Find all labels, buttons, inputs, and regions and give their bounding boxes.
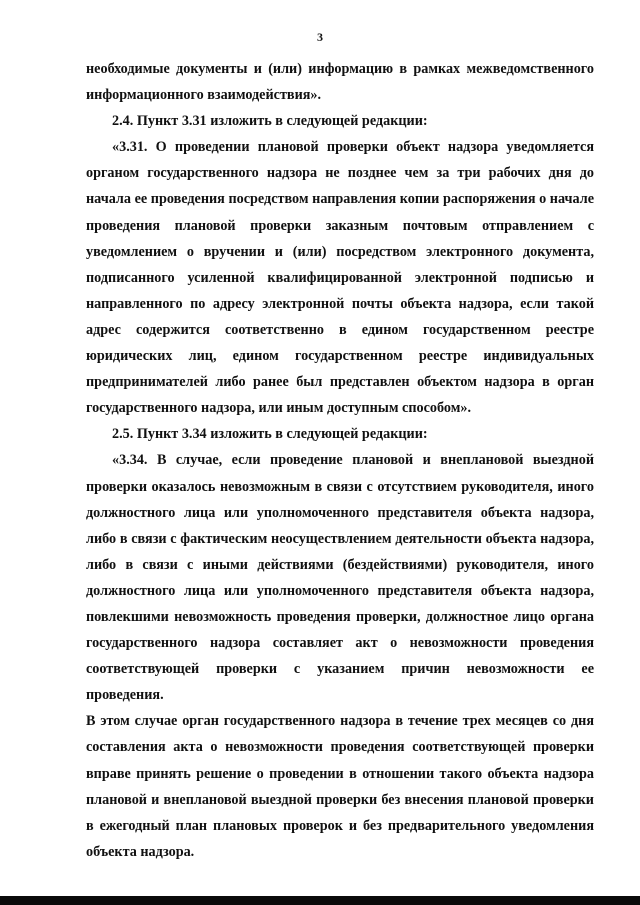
page-number: 3 <box>317 30 323 44</box>
paragraph-4: 2.5. Пункт 3.34 изложить в следующей редакции: <box>112 426 428 443</box>
paragraph-5: «3.34. В случае, если проведение плановой и внеплановой выездной проверки оказалось невозможным в связи с отсутствием руководителя, иного должностного лица или уполномоченного представителя объекта надзора, либо в связи с фактическим неосуществлением деятельности объекта надзора, либо в связи с иными действиями (бездействиями) руководителя, иного должностного лица или уполномоченного представителя объекта надзора, повлекшими невозможность проведения проверки, должностное лицо органа государственного надзора составляет акт о невозможности проведения соответствующей проверки с указанием причин невозможности ее проведения. <box>86 452 594 704</box>
paragraph-1: необходимые документы и (или) информацию в рамках межведомственного информационного взаимодействия». <box>86 61 594 104</box>
document-body <box>86 56 594 865</box>
scan-edge-bar <box>0 896 640 905</box>
paragraph-2: 2.4. Пункт 3.31 изложить в следующей редакции: <box>112 113 428 130</box>
paragraph-6: В этом случае орган государственного надзора в течение трех месяцев со дня составления акта о невозможности проведения соответствующей проверки вправе принять решение о проведении в отношении такого объекта надзора плановой и внеплановой выездной проверки без внесения плановой проверки в ежегодный план плановых проверок и без предварительного уведомления объекта надзора. <box>86 713 594 860</box>
paragraph-3: «3.31. О проведении плановой проверки объект надзора уведомляется органом государственного надзора не позднее чем за три рабочих дня до начала ее проведения посредством направления копии распоряжения о начале проведения плановой проверки заказным почтовым отправлением с уведомлением о вручении и (или) посредством электронного документа, подписанного усиленной квалифицированной электронной подписью и направленного по адресу электронной почты объекта надзора, если такой адрес содержится соответственно в едином государственном реестре юридических лиц, едином государственном реестре индивидуальных предпринимателей либо ранее был представлен объектом надзора в орган государственного надзора, или иным доступным способом». <box>86 139 594 417</box>
